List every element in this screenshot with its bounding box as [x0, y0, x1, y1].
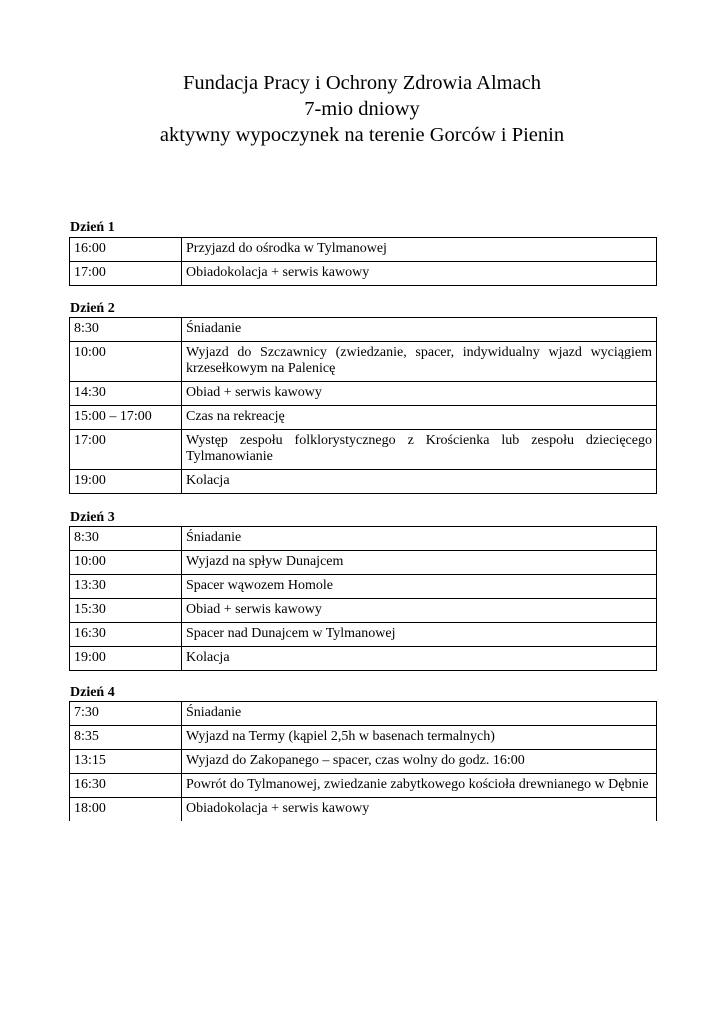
time-cell: 16:30	[70, 774, 182, 798]
table-row	[70, 798, 657, 822]
table-row	[70, 406, 657, 430]
activity-cell: Spacer wąwozem Homole	[182, 575, 657, 599]
activity-cell: Wyjazd na Termy (kąpiel 2,5h w basenach termalnych)	[182, 726, 657, 750]
time-cell: 8:30	[70, 527, 182, 551]
activity-cell: Śniadanie	[182, 702, 657, 726]
time-cell: 15:30	[70, 599, 182, 623]
table-row	[70, 702, 657, 726]
title-line-3: aktywny wypoczynek na terenie Gorców i Pienin	[159, 124, 565, 146]
activity-cell: Występ zespołu folklorystycznego z Krościenka lub zespołu dziecięcego Tylmanowianie	[182, 430, 657, 470]
title-line-1: Fundacja Pracy i Ochrony Zdrowia Almach	[182, 72, 542, 94]
time-cell: 16:00	[70, 238, 182, 262]
table-row	[70, 750, 657, 774]
activity-cell: Śniadanie	[182, 527, 657, 551]
table-row	[70, 774, 657, 798]
day-2-label: Dzień 2	[70, 301, 115, 316]
activity-cell: Obiad + serwis kawowy	[182, 382, 657, 406]
activity-cell: Wyjazd do Zakopanego – spacer, czas wolny do godz. 16:00	[182, 750, 657, 774]
time-cell: 7:30	[70, 702, 182, 726]
time-cell: 13:30	[70, 575, 182, 599]
table-row	[70, 430, 657, 470]
time-cell: 14:30	[70, 382, 182, 406]
activity-cell: Obiad + serwis kawowy	[182, 599, 657, 623]
activity-cell: Przyjazd do ośrodka w Tylmanowej	[182, 238, 657, 262]
activity-cell: Wyjazd na spływ Dunajcem	[182, 551, 657, 575]
table-row	[70, 551, 657, 575]
time-cell: 19:00	[70, 470, 182, 494]
activity-cell: Powrót do Tylmanowej, zwiedzanie zabytkowego kościoła drewnianego w Dębnie	[182, 774, 657, 798]
activity-cell: Wyjazd do Szczawnicy (zwiedzanie, spacer, indywidualny wjazd wyciągiem krzesełkowym na Palenicę	[182, 342, 657, 382]
table-row	[70, 318, 657, 342]
activity-cell: Obiadokolacja + serwis kawowy	[182, 262, 657, 286]
activity-cell: Spacer nad Dunajcem w Tylmanowej	[182, 623, 657, 647]
time-cell: 8:30	[70, 318, 182, 342]
time-cell: 10:00	[70, 551, 182, 575]
time-cell: 16:30	[70, 623, 182, 647]
day-2-schedule	[69, 317, 657, 494]
day-3-label: Dzień 3	[70, 510, 115, 525]
time-cell: 15:00 – 17:00	[70, 406, 182, 430]
table-row	[70, 623, 657, 647]
activity-cell: Kolacja	[182, 470, 657, 494]
time-cell: 17:00	[70, 430, 182, 470]
document-title	[0, 70, 724, 148]
table-row	[70, 238, 657, 262]
time-cell: 17:00	[70, 262, 182, 286]
table-row	[70, 527, 657, 551]
time-cell: 18:00	[70, 798, 182, 822]
day-1-label: Dzień 1	[70, 220, 115, 235]
activity-cell: Śniadanie	[182, 318, 657, 342]
title-line-2: 7-mio dniowy	[304, 98, 420, 120]
time-cell: 10:00	[70, 342, 182, 382]
day-4-schedule	[69, 701, 657, 821]
time-cell: 19:00	[70, 647, 182, 671]
time-cell: 13:15	[70, 750, 182, 774]
activity-cell: Obiadokolacja + serwis kawowy	[182, 798, 657, 822]
table-row	[70, 262, 657, 286]
table-row	[70, 726, 657, 750]
activity-cell: Kolacja	[182, 647, 657, 671]
table-row	[70, 470, 657, 494]
table-row	[70, 575, 657, 599]
day-1-schedule	[69, 237, 657, 286]
day-3-schedule	[69, 526, 657, 671]
table-row	[70, 599, 657, 623]
table-row	[70, 382, 657, 406]
activity-cell: Czas na rekreację	[182, 406, 657, 430]
table-row	[70, 342, 657, 382]
time-cell: 8:35	[70, 726, 182, 750]
day-4-label: Dzień 4	[70, 685, 115, 700]
table-row	[70, 647, 657, 671]
